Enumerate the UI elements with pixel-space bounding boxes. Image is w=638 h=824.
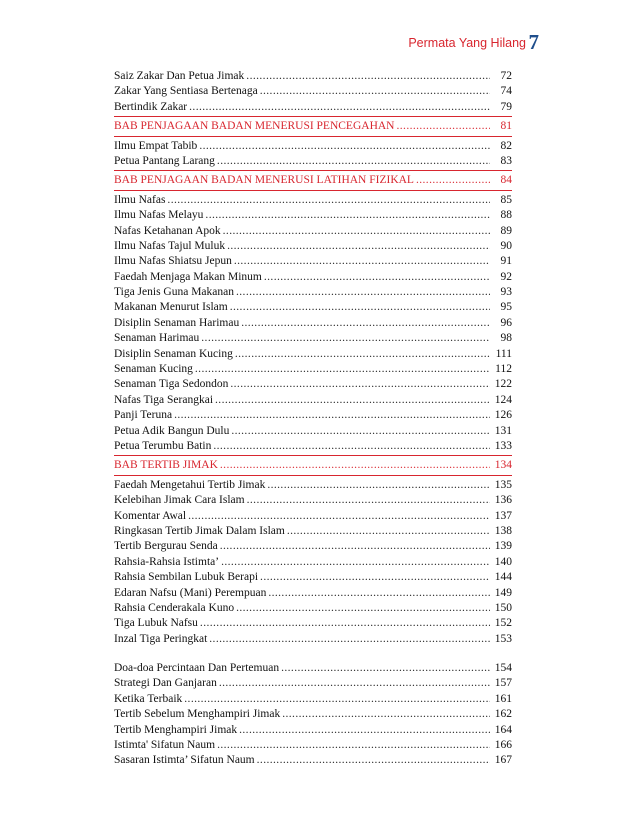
dot-leader [213, 439, 490, 454]
dot-leader [257, 753, 490, 768]
entry-page: 131 [494, 424, 512, 437]
entry-title: Rahsia-Rahsia Istimta’ [114, 555, 220, 568]
entry-page: 149 [494, 586, 512, 599]
dot-leader [230, 300, 490, 315]
entry-title: Faedah Mengetahui Tertib Jimak [114, 478, 266, 491]
section-gap [114, 647, 512, 661]
entry-title: Tertib Menghampiri Jimak [114, 723, 238, 736]
entry-title: Saiz Zakar Dan Petua Jimak [114, 70, 245, 82]
entry-title: Ilmu Nafas Melayu [114, 209, 204, 222]
entry-page: 166 [494, 739, 512, 752]
entry-page: 164 [494, 723, 512, 736]
entry-title: Petua Adik Bangun Dulu [114, 424, 230, 437]
entry-title: Petua Pantang Larang [114, 154, 215, 167]
entry-title: Faedah Menjaga Makan Minum [114, 270, 262, 283]
toc-entry[interactable] [114, 408, 512, 423]
toc-entry[interactable] [114, 570, 512, 585]
toc-entry[interactable] [114, 331, 512, 346]
toc-entry[interactable] [114, 300, 512, 315]
page-number: 7 [528, 30, 539, 54]
entry-page: 162 [494, 708, 512, 721]
entry-title: Ilmu Empat Tabib [114, 139, 198, 152]
dot-leader [195, 362, 490, 377]
entry-page: 89 [500, 224, 512, 237]
entry-title: Senaman Kucing [114, 363, 193, 376]
entry-page: 140 [494, 555, 512, 568]
entry-title: Ilmu Nafas Shiatsu Jepun [114, 255, 232, 268]
entry-title: Istimta' Sifatun Naum [114, 739, 216, 752]
toc-chapter-heading[interactable] [114, 173, 512, 188]
toc-entry[interactable] [114, 224, 512, 239]
entry-title: Nafas Tiga Serangkai [114, 393, 214, 406]
toc-entry[interactable] [114, 139, 512, 154]
dot-leader [174, 408, 490, 423]
dot-leader [268, 586, 490, 601]
toc-entry[interactable] [114, 601, 512, 616]
dot-leader [230, 377, 490, 392]
toc-entry[interactable] [114, 270, 512, 285]
toc-entry[interactable] [114, 555, 512, 570]
toc-entry[interactable] [114, 493, 512, 508]
toc-entry[interactable] [114, 524, 512, 539]
entry-title: Tiga Jenis Guna Makanan [114, 286, 234, 299]
chapter-rule [114, 136, 512, 137]
toc-entry[interactable] [114, 539, 512, 554]
entry-page: 88 [500, 209, 512, 222]
entry-title: Panji Teruna [114, 409, 173, 422]
toc-entry[interactable] [114, 100, 512, 115]
dot-leader [235, 347, 490, 362]
chapter-title: BAB PENJAGAAN BADAN MENERUSI PENCEGAHAN [114, 120, 395, 133]
entry-title: Tertib Bergurau Senda [114, 540, 218, 553]
chapter-rule [114, 116, 512, 117]
entry-title: Bertindik Zakar [114, 100, 188, 113]
dot-leader [236, 285, 490, 300]
entry-page: 138 [494, 524, 512, 537]
entry-title: Komentar Awal [114, 509, 187, 522]
entry-title: Tiga Lubuk Nafsu [114, 617, 198, 630]
entry-page: 136 [494, 494, 512, 507]
toc-section [114, 661, 512, 769]
chapter-title: BAB PENJAGAAN BADAN MENERUSI LATIHAN FIZIKAL [114, 174, 414, 187]
entry-title: Kelebihan Jimak Cara Islam [114, 494, 245, 507]
chapter-page: 84 [500, 174, 512, 187]
entry-page: 90 [500, 239, 512, 252]
toc-entry[interactable] [114, 692, 512, 707]
toc-entry[interactable] [114, 738, 512, 753]
dot-leader [282, 707, 490, 722]
entry-title: Ketika Terbaik [114, 692, 183, 705]
entry-title: Strategi Dan Ganjaran [114, 677, 217, 690]
entry-title: Rahsia Sembilan Lubuk Berapi [114, 571, 259, 584]
entry-title: Disiplin Senaman Harimau [114, 316, 240, 329]
entry-page: 154 [494, 662, 512, 675]
entry-title: Zakar Yang Sentiasa Bertenaga [114, 85, 258, 98]
dot-leader [188, 509, 490, 524]
dot-leader [239, 723, 490, 738]
toc-entry[interactable] [114, 478, 512, 493]
entry-page: 72 [500, 70, 512, 82]
toc-entry[interactable] [114, 316, 512, 331]
entry-page: 167 [494, 754, 512, 767]
entry-page: 92 [500, 270, 512, 283]
entry-page: 153 [494, 632, 512, 645]
toc-entry[interactable] [114, 193, 512, 208]
dot-leader [223, 224, 490, 239]
entry-page: 157 [494, 677, 512, 690]
entry-title: Rahsia Cenderakala Kuno [114, 601, 235, 614]
dot-leader [221, 555, 490, 570]
toc-entry[interactable] [114, 509, 512, 524]
dot-leader [184, 692, 490, 707]
entry-page: 135 [494, 478, 512, 491]
dot-leader [200, 616, 490, 631]
entry-title: Senaman Harimau [114, 332, 200, 345]
toc-entry[interactable] [114, 632, 512, 647]
toc-entry[interactable] [114, 439, 512, 454]
dot-leader [199, 139, 490, 154]
dot-leader [167, 193, 490, 208]
running-header: Permata Yang Hilang [408, 36, 526, 50]
toc-entry[interactable] [114, 347, 512, 362]
toc-entry[interactable] [114, 154, 512, 169]
dot-leader [287, 524, 490, 539]
entry-title: Inzal Tiga Peringkat [114, 632, 208, 645]
entry-title: Tertib Sebelum Menghampiri Jimak [114, 708, 281, 721]
entry-page: 139 [494, 540, 512, 553]
chapter-rule [114, 170, 512, 171]
entry-page: 124 [494, 393, 512, 406]
dot-leader [241, 316, 490, 331]
chapter-page: 134 [494, 459, 512, 472]
dot-leader [267, 478, 490, 493]
toc-entry[interactable] [114, 676, 512, 691]
entry-page: 96 [500, 316, 512, 329]
dot-leader [231, 424, 490, 439]
toc-entry[interactable] [114, 239, 512, 254]
entry-page: 83 [500, 154, 512, 167]
dot-leader [220, 539, 490, 554]
entry-title: Senaman Tiga Sedondon [114, 378, 229, 391]
toc-section [114, 139, 512, 170]
entry-page: 93 [500, 286, 512, 299]
toc-entry[interactable] [114, 362, 512, 377]
toc-section [114, 193, 512, 455]
toc-entry[interactable] [114, 753, 512, 768]
entry-title: Edaran Nafsu (Mani) Perempuan [114, 586, 267, 599]
dot-leader [260, 84, 490, 99]
entry-title: Makanan Menurut Islam [114, 301, 228, 314]
entry-page: 137 [494, 509, 512, 522]
entry-page: 85 [500, 193, 512, 206]
toc-entry[interactable] [114, 707, 512, 722]
entry-page: 152 [494, 617, 512, 630]
entry-page: 122 [494, 378, 512, 391]
toc-entry[interactable] [114, 69, 512, 84]
chapter-rule [114, 475, 512, 476]
dot-leader [247, 493, 490, 508]
dot-leader [236, 601, 490, 616]
table-of-contents [114, 69, 512, 769]
entry-page: 74 [500, 85, 512, 98]
dot-leader [260, 570, 490, 585]
entry-title: Ilmu Nafas Tajul Muluk [114, 239, 226, 252]
dot-leader [219, 676, 490, 691]
entry-page: 133 [494, 439, 512, 452]
dot-leader [246, 69, 490, 84]
toc-chapter-heading[interactable] [114, 458, 512, 473]
dot-leader [215, 393, 490, 408]
toc-entry[interactable] [114, 586, 512, 601]
dot-leader [189, 100, 490, 115]
entry-page: 161 [494, 692, 512, 705]
toc-entry[interactable] [114, 208, 512, 223]
dot-leader [220, 458, 490, 473]
toc-entry[interactable] [114, 424, 512, 439]
dot-leader [281, 661, 490, 676]
dot-leader [209, 632, 490, 647]
toc-entry[interactable] [114, 84, 512, 99]
dot-leader [416, 173, 490, 188]
toc-chapter-heading[interactable] [114, 119, 512, 134]
entry-page: 144 [494, 571, 512, 584]
chapter-rule [114, 190, 512, 191]
entry-title: Disiplin Senaman Kucing [114, 347, 233, 360]
toc-entry[interactable] [114, 616, 512, 631]
toc-entry[interactable] [114, 377, 512, 392]
entry-page: 79 [500, 100, 512, 113]
chapter-title: BAB TERTIB JIMAK [114, 459, 218, 472]
dot-leader [205, 208, 490, 223]
entry-title: Ringkasan Tertib Jimak Dalam Islam [114, 524, 285, 537]
entry-title: Nafas Ketahanan Apok [114, 224, 221, 237]
toc-entry[interactable] [114, 285, 512, 300]
dot-leader [201, 331, 490, 346]
dot-leader [217, 738, 490, 753]
dot-leader [217, 154, 490, 169]
toc-entry[interactable] [114, 723, 512, 738]
toc-entry[interactable] [114, 661, 512, 676]
entry-page: 82 [500, 139, 512, 152]
toc-entry[interactable] [114, 393, 512, 408]
entry-page: 111 [495, 347, 512, 360]
entry-title: Sasaran Istimta’ Sifatun Naum [114, 754, 255, 767]
entry-page: 126 [494, 409, 512, 422]
toc-section [114, 69, 512, 115]
entry-page: 112 [495, 363, 512, 376]
entry-page: 95 [500, 301, 512, 314]
dot-leader [397, 119, 491, 134]
toc-section [114, 478, 512, 647]
entry-title: Doa-doa Percintaan Dan Pertemuan [114, 662, 280, 675]
chapter-rule [114, 455, 512, 456]
dot-leader [227, 239, 490, 254]
entry-title: Petua Terumbu Batin [114, 439, 212, 452]
toc-entry[interactable] [114, 254, 512, 269]
entry-page: 98 [500, 332, 512, 345]
entry-title: Ilmu Nafas [114, 193, 166, 206]
entry-page: 91 [500, 255, 512, 268]
dot-leader [234, 254, 490, 269]
dot-leader [264, 270, 490, 285]
chapter-page: 81 [500, 120, 512, 133]
entry-page: 150 [494, 601, 512, 614]
